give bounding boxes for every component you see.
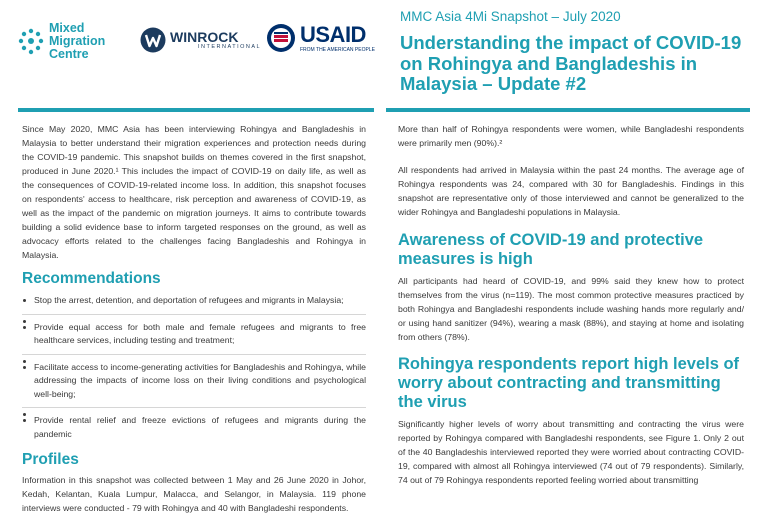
worry-paragraph: Significantly higher levels of worry about transmitting and contracting the virus were reported by Rohingya compared with Bangladeshi respondents, see Figure 1. Only 2 out of the 40 Bangladeshis interviewed reported they were worried about contracting COVID-19, compared with almost all Rohingya interviewed (74 out of 79 respondents). Similarly, 74 out of 79 Rohingya respondents reported feeling worried about transmitting [398,419,744,485]
usaid-seal-icon [266,23,296,53]
worry-heading: Rohingya respondents report high levels of worry about contracting and transmitting the virus [398,355,740,411]
snapshot-label: MMC Asia 4Mi Snapshot – July 2020 [400,9,621,24]
recommendations-list [22,294,366,441]
recommendation-item: Provide rental relief and freeze evictions of refugees and migrants during the pandemic [22,414,366,441]
page-title: Understanding the impact of COVID-19 on Rohingya and Bangladeshis in Malaysia – Update #2 [400,32,742,94]
right-column [398,122,744,487]
profiles-paragraph: Information in this snapshot was collected between 1 May and 26 June 2020 in Johor, Kedah, Kelantan, Kuala Lumpur, Malacca, and Selangor, in Malaysia. 119 phone interviews were conducted - 79 with Rohingya and 40 with Bangladeshi respondents. [22,475,366,513]
intro-paragraph: Since May 2020, MMC Asia has been interviewing Rohingya and Bangladeshis in Malaysia to better understand their migration experiences and protection needs during the COVID-19 pandemic. This snapshot builds on themes covered in the first snapshot, produced in June 2020.¹ This includes the impact of COVID-19 on daily life, as well as the consequences of COVID-19-related income loss. In addition, this snapshot focuses on respondents' access to healthcare, risk perception and awareness of COVID-19, as well as the impact of the pandemic on migration journeys. It aims to contribute towards building a solid evidence base to inform targeted responses on the ground, as well as advocacy efforts related to the challenges facing Bangladeshis and Rohingya in Malaysia. [22,124,366,260]
usaid-name: USAID [300,21,366,47]
winrock-name: WINROCK [170,29,239,45]
mmc-logo-line1: Mixed [49,21,85,35]
divider [22,314,366,315]
awareness-paragraph: All participants had heard of COVID-19, and 99% said they knew how to protect themselves from the virus (n=119). The most common protective measures practiced by both Rohingya and Bangladeshi respondents include washing hands more regularly and/ or using hand sanitizer (94%), wearing a mask (88%), and staying at home and isolating from others (78%). [398,276,744,342]
recommendation-item: Provide equal access for both male and female refugees and migrants to free healthcare services, including testing and treatment; [22,321,366,348]
profiles-heading: Profiles [22,451,79,468]
left-column [22,122,366,515]
winrock-w-icon [140,27,166,53]
winrock-sub: INTERNATIONAL [198,44,262,50]
recommendations-heading: Recommendations [22,270,161,287]
divider [22,354,366,355]
right-column-rule [386,108,750,112]
mmc-logo [18,22,105,61]
mmc-logo-line3: Centre [49,47,89,61]
awareness-heading: Awareness of COVID-19 and protective measures is high [398,231,704,268]
header [0,0,768,108]
usaid-logo [266,23,375,53]
mmc-dots-icon [18,28,44,56]
usaid-sub: FROM THE AMERICAN PEOPLE [300,46,375,53]
recommendation-item: Stop the arrest, detention, and deportation of refugees and migrants in Malaysia; [22,294,366,308]
recommendation-item: Facilitate access to income-generating activities for Bangladeshis and Rohingya, while addressing the impacts of income loss on their living conditions and psychological well-being; [22,361,366,402]
winrock-logo [140,27,261,53]
demographics-paragraph: More than half of Rohingya respondents were women, while Bangladeshi respondents were primarily men (90%).² [398,124,744,148]
left-column-rule [18,108,374,112]
divider [22,407,366,408]
mmc-logo-line2: Migration [49,34,106,48]
arrival-paragraph: All respondents had arrived in Malaysia within the past 24 months. The average age of Rohingya respondents was 24, compared with 30 for Bangladeshis. Findings in this snapshot are representative only of those interviewed and cannot be generalized to the wider Rohingya and Bangladeshi populations in Malaysia. [398,165,744,217]
